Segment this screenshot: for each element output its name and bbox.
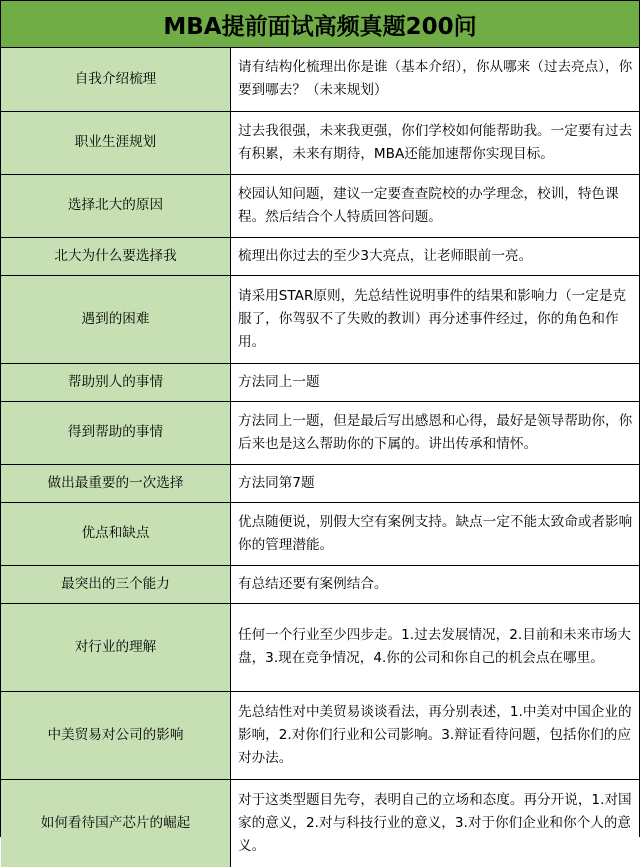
table-row [1,48,639,111]
answer-cell: 校园认知问题，建议一定要查查院校的办学理念，校训，特色课程。然后结合个人特质回答问题。 [231,174,640,237]
table-row [1,779,639,867]
topic-cell: 最突出的三个能力 [1,565,231,603]
answer-cell: 先总结性对中美贸易谈谈看法，再分别表述，1.中美对中国企业的影响，2.对你们行业和公司影响。3.辩证看待问题，包括你们的应对办法。 [231,691,640,779]
table-row [1,691,639,779]
topic-cell: 自我介绍梳理 [1,48,231,111]
table-row [1,363,639,401]
sheet-title: MBA提前面试高频真题200问 [1,1,639,48]
topic-cell: 如何看待国产芯片的崛起 [1,779,231,867]
answer-cell: 优点随便说，别假大空有案例支持。缺点一定不能太致命或者影响你的管理潜能。 [231,502,640,565]
table-row [1,401,639,464]
topic-cell: 遇到的困难 [1,275,231,363]
question-table [1,48,639,867]
table-row [1,174,639,237]
answer-cell: 请有结构化梳理出你是谁（基本介绍），你从哪来（过去亮点），你要到哪去？（未来规划） [231,48,640,111]
topic-cell: 得到帮助的事情 [1,401,231,464]
answer-cell: 有总结还要有案例结合。 [231,565,640,603]
answer-cell: 方法同上一题，但是最后写出感恩和心得，最好是领导帮助你，你后来也是这么帮助你的下属的。讲出传承和情怀。 [231,401,640,464]
answer-cell: 梳理出你过去的至少3大亮点，让老师眼前一亮。 [231,237,640,275]
table-row [1,565,639,603]
answer-cell: 方法同上一题 [231,363,640,401]
topic-cell: 北大为什么要选择我 [1,237,231,275]
topic-cell: 职业生涯规划 [1,111,231,174]
answer-cell: 方法同第7题 [231,464,640,502]
table-row [1,237,639,275]
table-row [1,111,639,174]
answer-cell: 过去我很强，未来我更强，你们学校如何能帮助我。一定要有过去有积累，未来有期待，MBA还能加速帮你实现目标。 [231,111,640,174]
table-row [1,603,639,691]
topic-cell: 优点和缺点 [1,502,231,565]
topic-cell: 中美贸易对公司的影响 [1,691,231,779]
topic-cell: 做出最重要的一次选择 [1,464,231,502]
answer-cell: 对于这类型题目先夸，表明自己的立场和态度。再分开说，1.对国家的意义，2.对与科技行业的意义，3.对于你们企业和你个人的意义。 [231,779,640,867]
topic-cell: 对行业的理解 [1,603,231,691]
answer-cell: 请采用STAR原则，先总结性说明事件的结果和影响力（一定是克服了，你驾驭不了失败的教训）再分述事件经过，你的角色和作用。 [231,275,640,363]
topic-cell: 选择北大的原因 [1,174,231,237]
table-row [1,502,639,565]
answer-cell: 任何一个行业至少四步走。1.过去发展情况，2.目前和未来市场大盘，3.现在竞争情况，4.你的公司和你自己的机会点在哪里。 [231,603,640,691]
table-row [1,275,639,363]
table-row [1,464,639,502]
topic-cell: 帮助别人的事情 [1,363,231,401]
